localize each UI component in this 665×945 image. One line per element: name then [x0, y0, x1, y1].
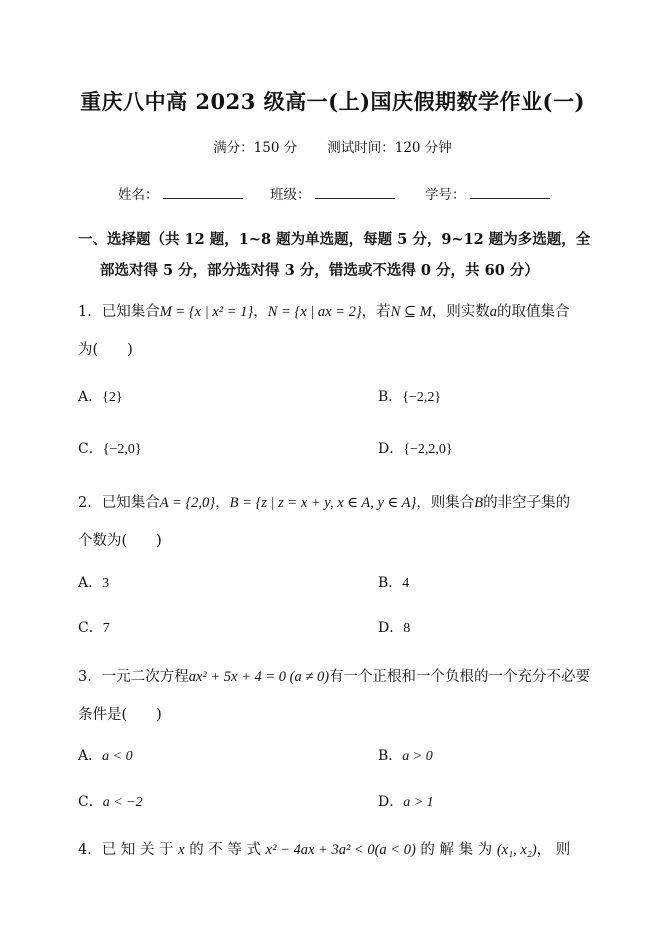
- math-expr: N ⊆ M: [390, 304, 432, 320]
- question-text: ，则实数: [431, 304, 490, 320]
- student-id-label: 学号：: [425, 187, 466, 203]
- option-a: [78, 386, 123, 406]
- option-a: [78, 572, 109, 592]
- section-heading: 一、选择题（共 12 题，1~8 题为单选题，每题 5 分，9~12 题为多选题，全: [78, 231, 591, 248]
- option-label: B．: [378, 575, 403, 591]
- option-label: D．: [378, 620, 404, 636]
- math-expr: N = {x | ax = 2}: [267, 304, 362, 320]
- option-label: C．: [78, 620, 103, 636]
- option-c: [78, 438, 142, 458]
- question-text: 一元二次方程: [101, 669, 189, 685]
- class-blank: [315, 186, 395, 199]
- question-text: 已 知 关 于: [101, 842, 174, 858]
- math-expr: a: [489, 304, 498, 320]
- option-label: D．: [378, 794, 404, 810]
- math-expr: x² − 4ax + 3a² < 0(a < 0): [265, 842, 416, 858]
- option-text: {−2,2}: [402, 390, 442, 405]
- option-text: {−2,2,0}: [403, 442, 453, 457]
- option-label: A．: [78, 389, 103, 405]
- question-text: 有一个正根和一个负根的一个充分不必要: [329, 669, 591, 685]
- option-c: [78, 617, 110, 637]
- question-number: 1．: [78, 304, 102, 320]
- question-2-cont: 个数为( ): [78, 533, 162, 549]
- option-b: [378, 745, 433, 765]
- option-label: A．: [78, 748, 103, 764]
- question-text: 已知集合: [101, 304, 160, 320]
- option-label: C．: [78, 441, 103, 457]
- name-label: 姓名：: [118, 187, 159, 203]
- question-text: ， 则: [536, 842, 571, 858]
- class-label: 班级：: [270, 187, 311, 203]
- math-expr: x: [178, 842, 185, 858]
- option-text: {−2,0}: [102, 442, 142, 457]
- option-text: {2}: [102, 390, 123, 405]
- option-b: [378, 572, 409, 592]
- option-text: 8: [403, 621, 411, 636]
- option-d: [378, 438, 453, 458]
- option-d: [378, 617, 410, 637]
- math-expr: (x₁, x₂): [496, 842, 537, 858]
- section-heading-cont: 部选对得 5 分，部分选对得 3 分，错选或不选得 0 分，共 60 分）: [100, 262, 539, 279]
- student-id-blank: [470, 186, 550, 199]
- question-4: [78, 838, 570, 859]
- test-time: 测试时间：120 分钟: [327, 140, 452, 156]
- option-label: C．: [78, 794, 103, 810]
- math-expr: M = {x | x² = 1}: [159, 304, 254, 320]
- exam-meta: [0, 136, 665, 156]
- math-expr: A = {2,0}: [159, 495, 216, 511]
- option-label: B．: [378, 389, 403, 405]
- option-b: [378, 386, 441, 406]
- option-text: a > 1: [403, 795, 434, 810]
- option-text: a < −2: [102, 795, 143, 810]
- page-title: 重庆八中高 2023 级高一(上)国庆假期数学作业(一): [80, 89, 585, 114]
- question-text: 的非空子集的: [483, 495, 571, 511]
- question-text: ，: [215, 495, 230, 511]
- option-text: a < 0: [102, 749, 133, 764]
- option-text: 7: [102, 621, 110, 636]
- class-field: [270, 183, 395, 203]
- question-1: [78, 300, 570, 321]
- question-text: 的 解 集 为: [420, 842, 493, 858]
- question-text: ，则集合: [416, 495, 475, 511]
- name-blank: [163, 186, 243, 199]
- option-label: B．: [378, 748, 403, 764]
- option-label: D．: [378, 441, 404, 457]
- math-expr: ax² + 5x + 4 = 0 (a ≠ 0): [188, 669, 330, 685]
- question-text: ，: [253, 304, 268, 320]
- full-score: 满分：150 分: [213, 140, 298, 156]
- question-text: ，若: [361, 304, 391, 320]
- option-c: [78, 791, 143, 811]
- name-field: [118, 183, 243, 203]
- question-text: 已知集合: [101, 495, 160, 511]
- question-text: 的 不 等 式: [189, 842, 262, 858]
- option-d: [378, 791, 434, 811]
- math-expr: B = {z | z = x + y, x ∈ A, y ∈ A}: [229, 495, 417, 511]
- option-text: a > 0: [402, 749, 433, 764]
- question-number: 4．: [78, 842, 102, 858]
- option-label: A．: [78, 575, 103, 591]
- option-text: 3: [102, 576, 110, 591]
- option-a: [78, 745, 133, 765]
- question-number: 2．: [78, 495, 102, 511]
- student-id-field: [425, 183, 550, 203]
- question-text: 的取值集合: [497, 304, 570, 320]
- question-number: 3．: [78, 669, 102, 685]
- question-3: [78, 665, 590, 686]
- math-expr: B: [474, 495, 484, 511]
- question-2: [78, 491, 570, 512]
- option-text: 4: [402, 576, 410, 591]
- question-3-cont: 条件是( ): [78, 707, 162, 723]
- question-1-cont: 为( ): [78, 342, 133, 358]
